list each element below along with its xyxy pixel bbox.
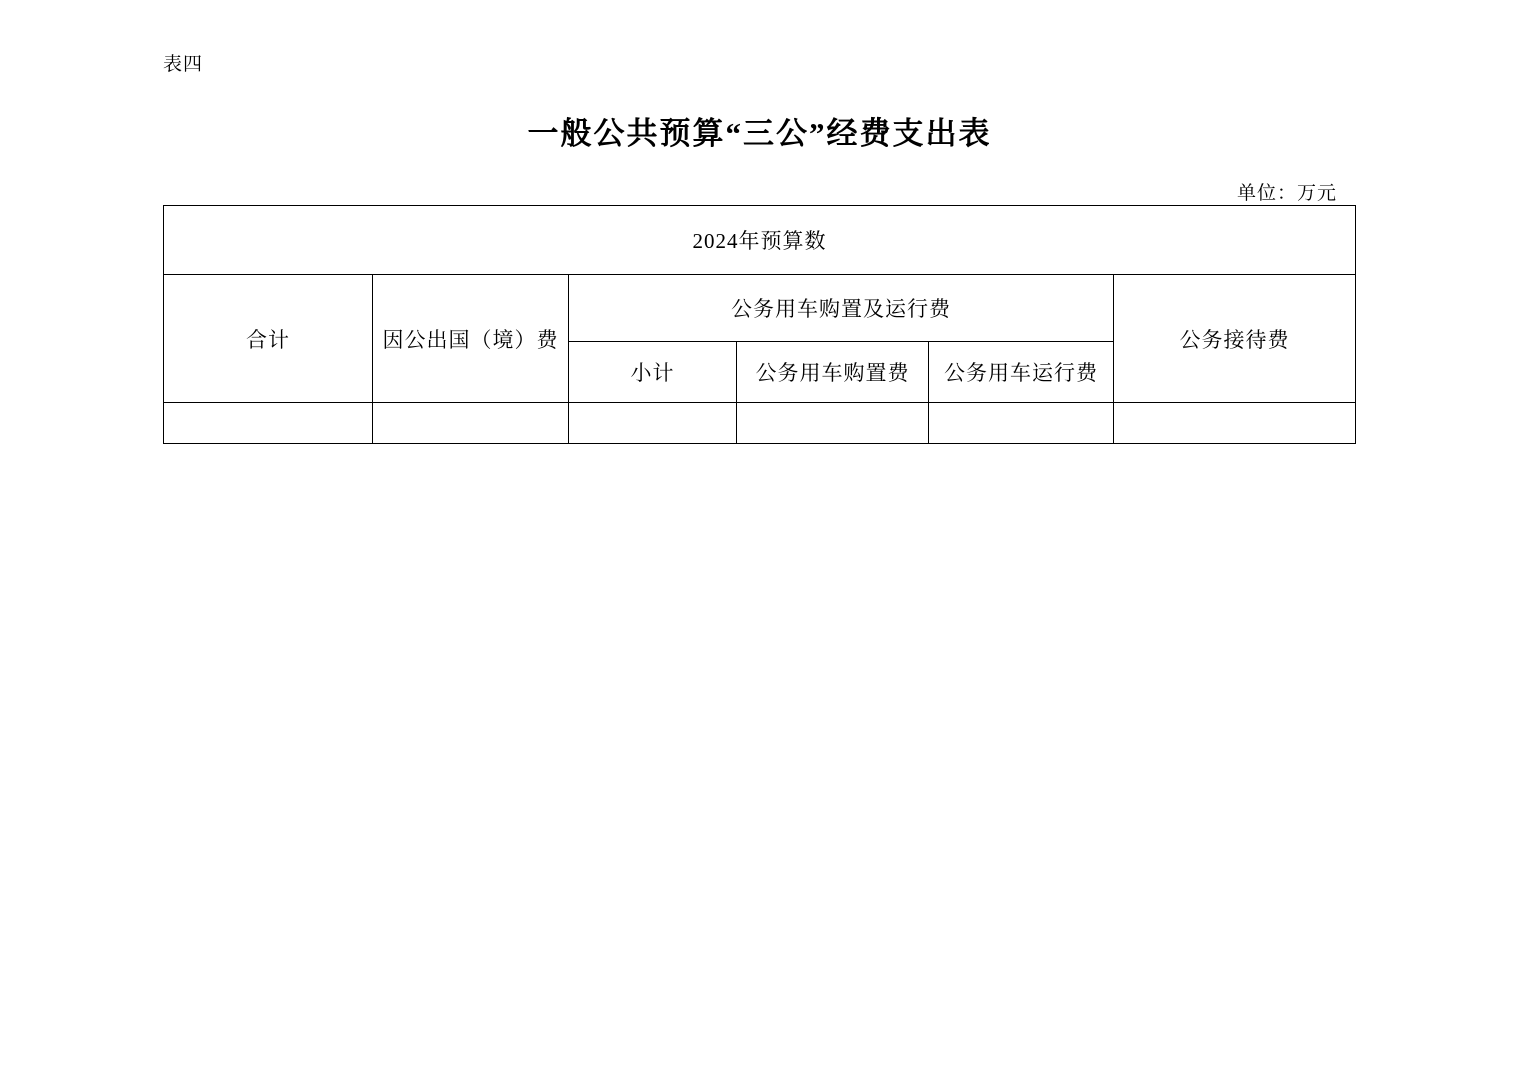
budget-table — [163, 205, 1356, 444]
cell-vehicle-subtotal — [569, 403, 737, 444]
header-vehicle-operation: 公务用车运行费 — [929, 342, 1114, 403]
header-abroad: 因公出国（境）费 — [373, 275, 569, 403]
header-year: 2024年预算数 — [164, 206, 1356, 275]
unit-note: 单位：万元 — [1236, 183, 1337, 204]
table-header-group-row — [164, 275, 1356, 342]
table-header-year-row — [164, 206, 1356, 275]
cell-reception — [1114, 403, 1356, 444]
header-total: 合计 — [164, 275, 373, 403]
table-row — [164, 403, 1356, 444]
header-vehicle-group: 公务用车购置及运行费 — [569, 275, 1114, 342]
page-title: 一般公共预算“三公”经费支出表 — [527, 116, 992, 151]
cell-vehicle-operation — [929, 403, 1114, 444]
header-reception: 公务接待费 — [1114, 275, 1356, 403]
header-vehicle-subtotal: 小计 — [569, 342, 737, 403]
header-vehicle-purchase: 公务用车购置费 — [737, 342, 929, 403]
cell-total — [164, 403, 373, 444]
cell-vehicle-purchase — [737, 403, 929, 444]
cell-abroad — [373, 403, 569, 444]
sheet-label: 表四 — [163, 54, 204, 75]
